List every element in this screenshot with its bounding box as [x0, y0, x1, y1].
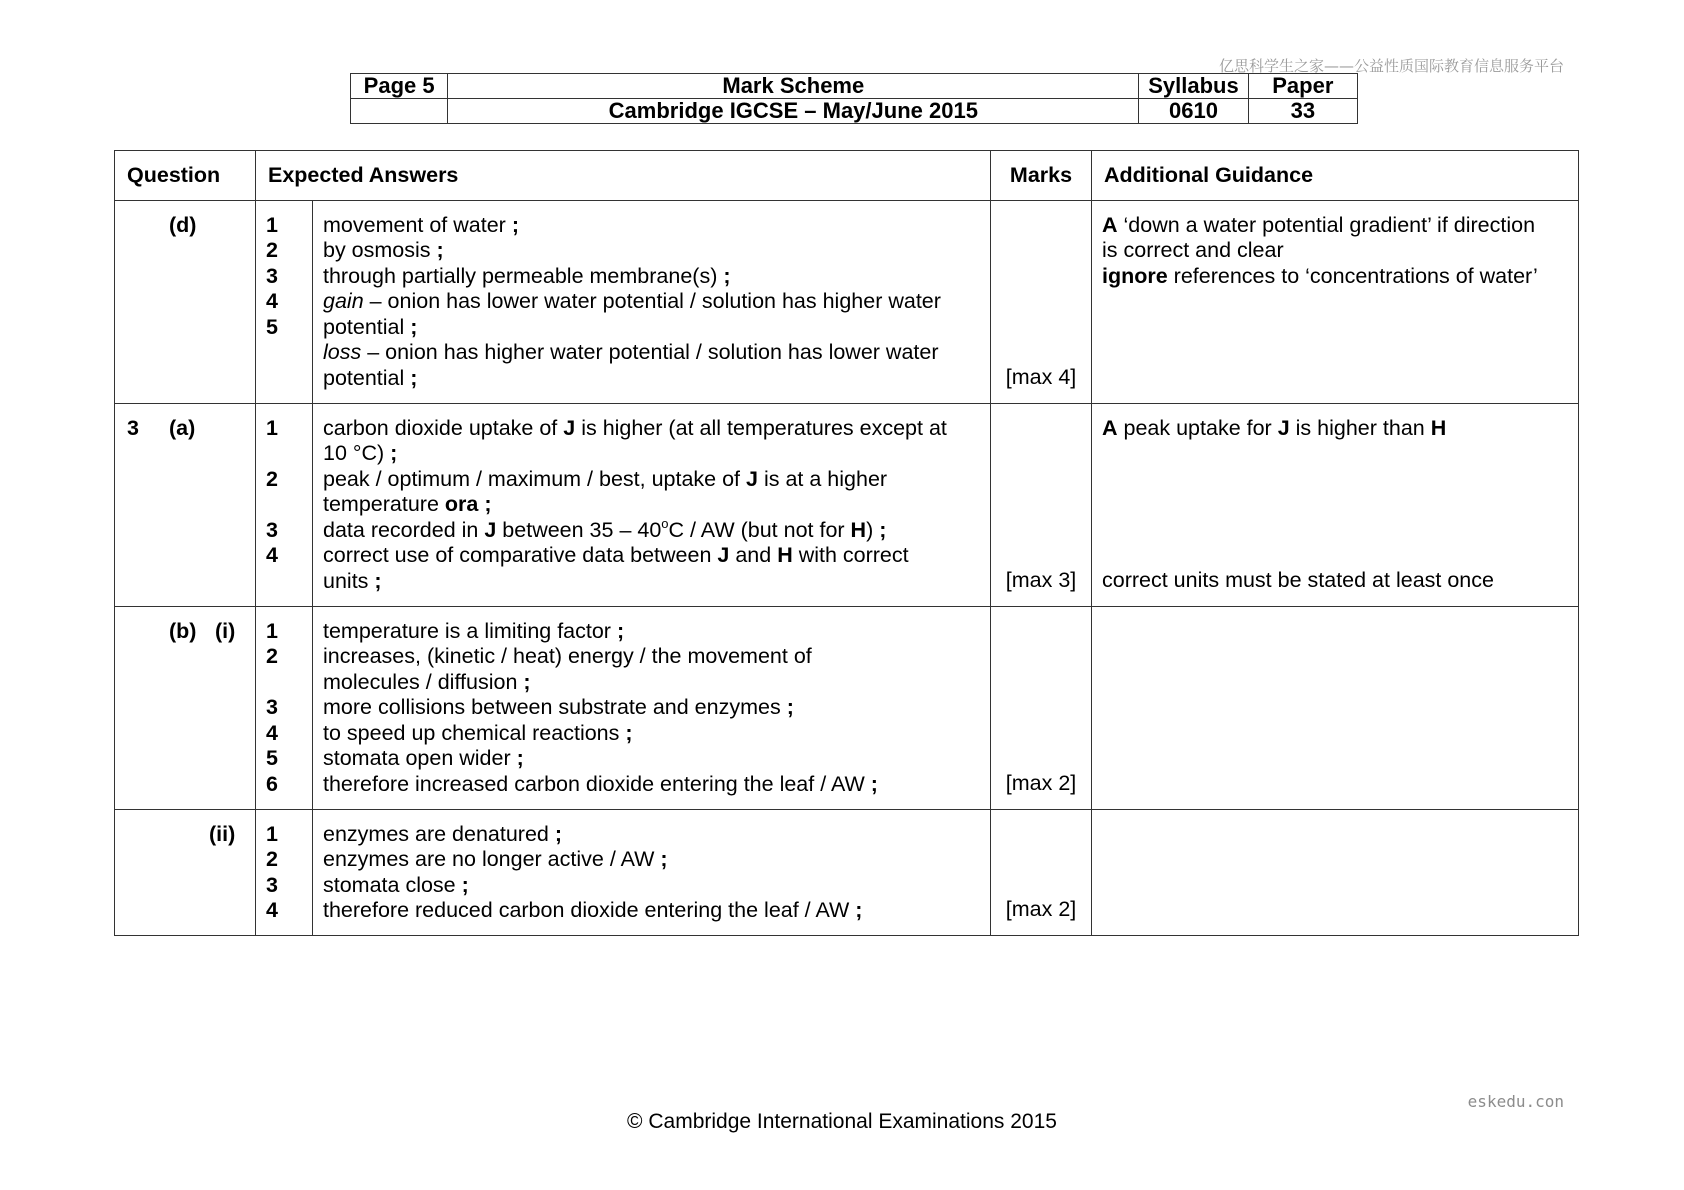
table-row [115, 809, 1579, 935]
answer-line: therefore reduced carbon dioxide entering the leaf / AW ; [323, 898, 863, 922]
answer-line: therefore increased carbon dioxide entering the leaf / AW ; [323, 771, 878, 796]
point-number: 5 [266, 314, 278, 339]
question-cell [115, 200, 256, 403]
guidance-cell [1092, 200, 1579, 403]
answer-line: potential ; [323, 365, 418, 390]
expected-answers [313, 200, 991, 403]
question-cell [115, 403, 256, 606]
empty-cell [351, 99, 448, 124]
point-number: 4 [266, 289, 278, 313]
guidance-line: is correct and clear [1102, 238, 1284, 262]
answer-line: temperature ora ; [323, 492, 492, 516]
point-number: 2 [266, 644, 278, 668]
answer-line: loss – onion has higher water potential / solution has lower water [323, 340, 939, 364]
question-part: (b) [169, 618, 197, 643]
point-number: 1 [266, 212, 278, 237]
question-number: 3 [127, 415, 139, 440]
question-cell [115, 606, 256, 809]
guidance-cell [1092, 606, 1579, 809]
answer-line: stomata close ; [323, 872, 469, 897]
answer-line: stomata open wider ; [323, 746, 524, 770]
page-label: Page 5 [351, 74, 448, 99]
answer-line: 10 °C) ; [323, 441, 398, 465]
answer-line: gain – onion has lower water potential / solution has higher water [323, 289, 941, 313]
col-question: Question [115, 151, 256, 201]
answer-line: units ; [323, 568, 382, 593]
guidance-cell [1092, 809, 1579, 935]
point-number: 6 [266, 771, 278, 796]
answer-line: data recorded in J between 35 – 40$^o$C / AW (but not for H) ; [323, 515, 887, 542]
syllabus-code: 0610 [1139, 99, 1248, 124]
answer-line: carbon dioxide uptake of J is higher (at all temperatures except at [323, 415, 947, 440]
guidance-line: correct units must be stated at least once [1102, 568, 1494, 592]
col-expected: Expected Answers [256, 151, 991, 201]
guidance-cell [1092, 403, 1579, 606]
point-number: 3 [266, 517, 278, 542]
doc-title: Mark Scheme [448, 74, 1139, 99]
marks-cell: [max 4] [991, 200, 1092, 403]
point-numbers [256, 403, 313, 606]
answer-line: to speed up chemical reactions ; [323, 720, 633, 745]
expected-answers [313, 606, 991, 809]
point-number: 4 [266, 543, 278, 567]
point-number: 1 [266, 415, 278, 440]
point-number: 2 [266, 466, 278, 491]
point-number: 2 [266, 847, 278, 871]
table-row [115, 403, 1579, 606]
marks-cell: [max 3] [991, 403, 1092, 606]
question-part: (d) [169, 212, 197, 237]
point-number: 4 [266, 898, 278, 922]
answer-line: enzymes are denatured ; [323, 821, 563, 846]
copyright-footer: © Cambridge International Examinations 2015 [627, 1110, 1057, 1133]
watermark-top: 亿思科学生之家——公益性质国际教育信息服务平台 [1218, 57, 1564, 75]
table-header-row [115, 151, 1579, 201]
point-number: 1 [266, 821, 278, 846]
answer-line: movement of water ; [323, 212, 519, 237]
point-number: 2 [266, 238, 278, 262]
watermark-bottom: eskedu.con [1467, 1092, 1564, 1111]
table-row [115, 200, 1579, 403]
point-number: 3 [266, 263, 278, 288]
syllabus-label: Syllabus [1139, 74, 1248, 99]
answer-line: peak / optimum / maximum / best, uptake of J is at a higher [323, 466, 888, 491]
answer-line: increases, (kinetic / heat) energy / the movement of [323, 644, 812, 668]
guidance-line: ignore references to ‘concentrations of water’ [1102, 263, 1538, 288]
answer-line: temperature is a limiting factor ; [323, 618, 625, 643]
col-marks: Marks [991, 151, 1092, 201]
answer-line: by osmosis ; [323, 238, 444, 262]
point-number: 3 [266, 872, 278, 897]
answer-line: more collisions between substrate and enzymes ; [323, 695, 794, 719]
expected-answers [313, 809, 991, 935]
answer-line: enzymes are no longer active / AW ; [323, 847, 668, 871]
paper-label: Paper [1248, 74, 1357, 99]
doc-subtitle: Cambridge IGCSE – May/June 2015 [448, 99, 1139, 124]
point-numbers [256, 809, 313, 935]
header-table [350, 73, 1358, 124]
marks-cell: [max 2] [991, 606, 1092, 809]
point-numbers [256, 606, 313, 809]
paper-number: 33 [1248, 99, 1357, 124]
col-guidance: Additional Guidance [1092, 151, 1579, 201]
point-numbers [256, 200, 313, 403]
point-number: 1 [266, 618, 278, 643]
point-number: 4 [266, 720, 278, 745]
answer-line: potential ; [323, 314, 418, 339]
expected-answers [313, 403, 991, 606]
point-number: 5 [266, 746, 278, 770]
question-subpart: (i) [215, 618, 236, 643]
mark-scheme-table [114, 150, 1579, 936]
answer-line: molecules / diffusion ; [323, 669, 531, 694]
question-cell [115, 809, 256, 935]
table-row [115, 606, 1579, 809]
guidance-line: A ‘down a water potential gradient’ if direction [1102, 212, 1536, 237]
marks-cell: [max 2] [991, 809, 1092, 935]
question-part: (a) [169, 415, 196, 440]
answer-line: correct use of comparative data between J and H with correct [323, 543, 909, 567]
question-subpart: (ii) [209, 821, 236, 846]
guidance-line: A peak uptake for J is higher than H [1102, 415, 1447, 440]
answer-line: through partially permeable membrane(s) ; [323, 263, 731, 288]
point-number: 3 [266, 695, 278, 719]
